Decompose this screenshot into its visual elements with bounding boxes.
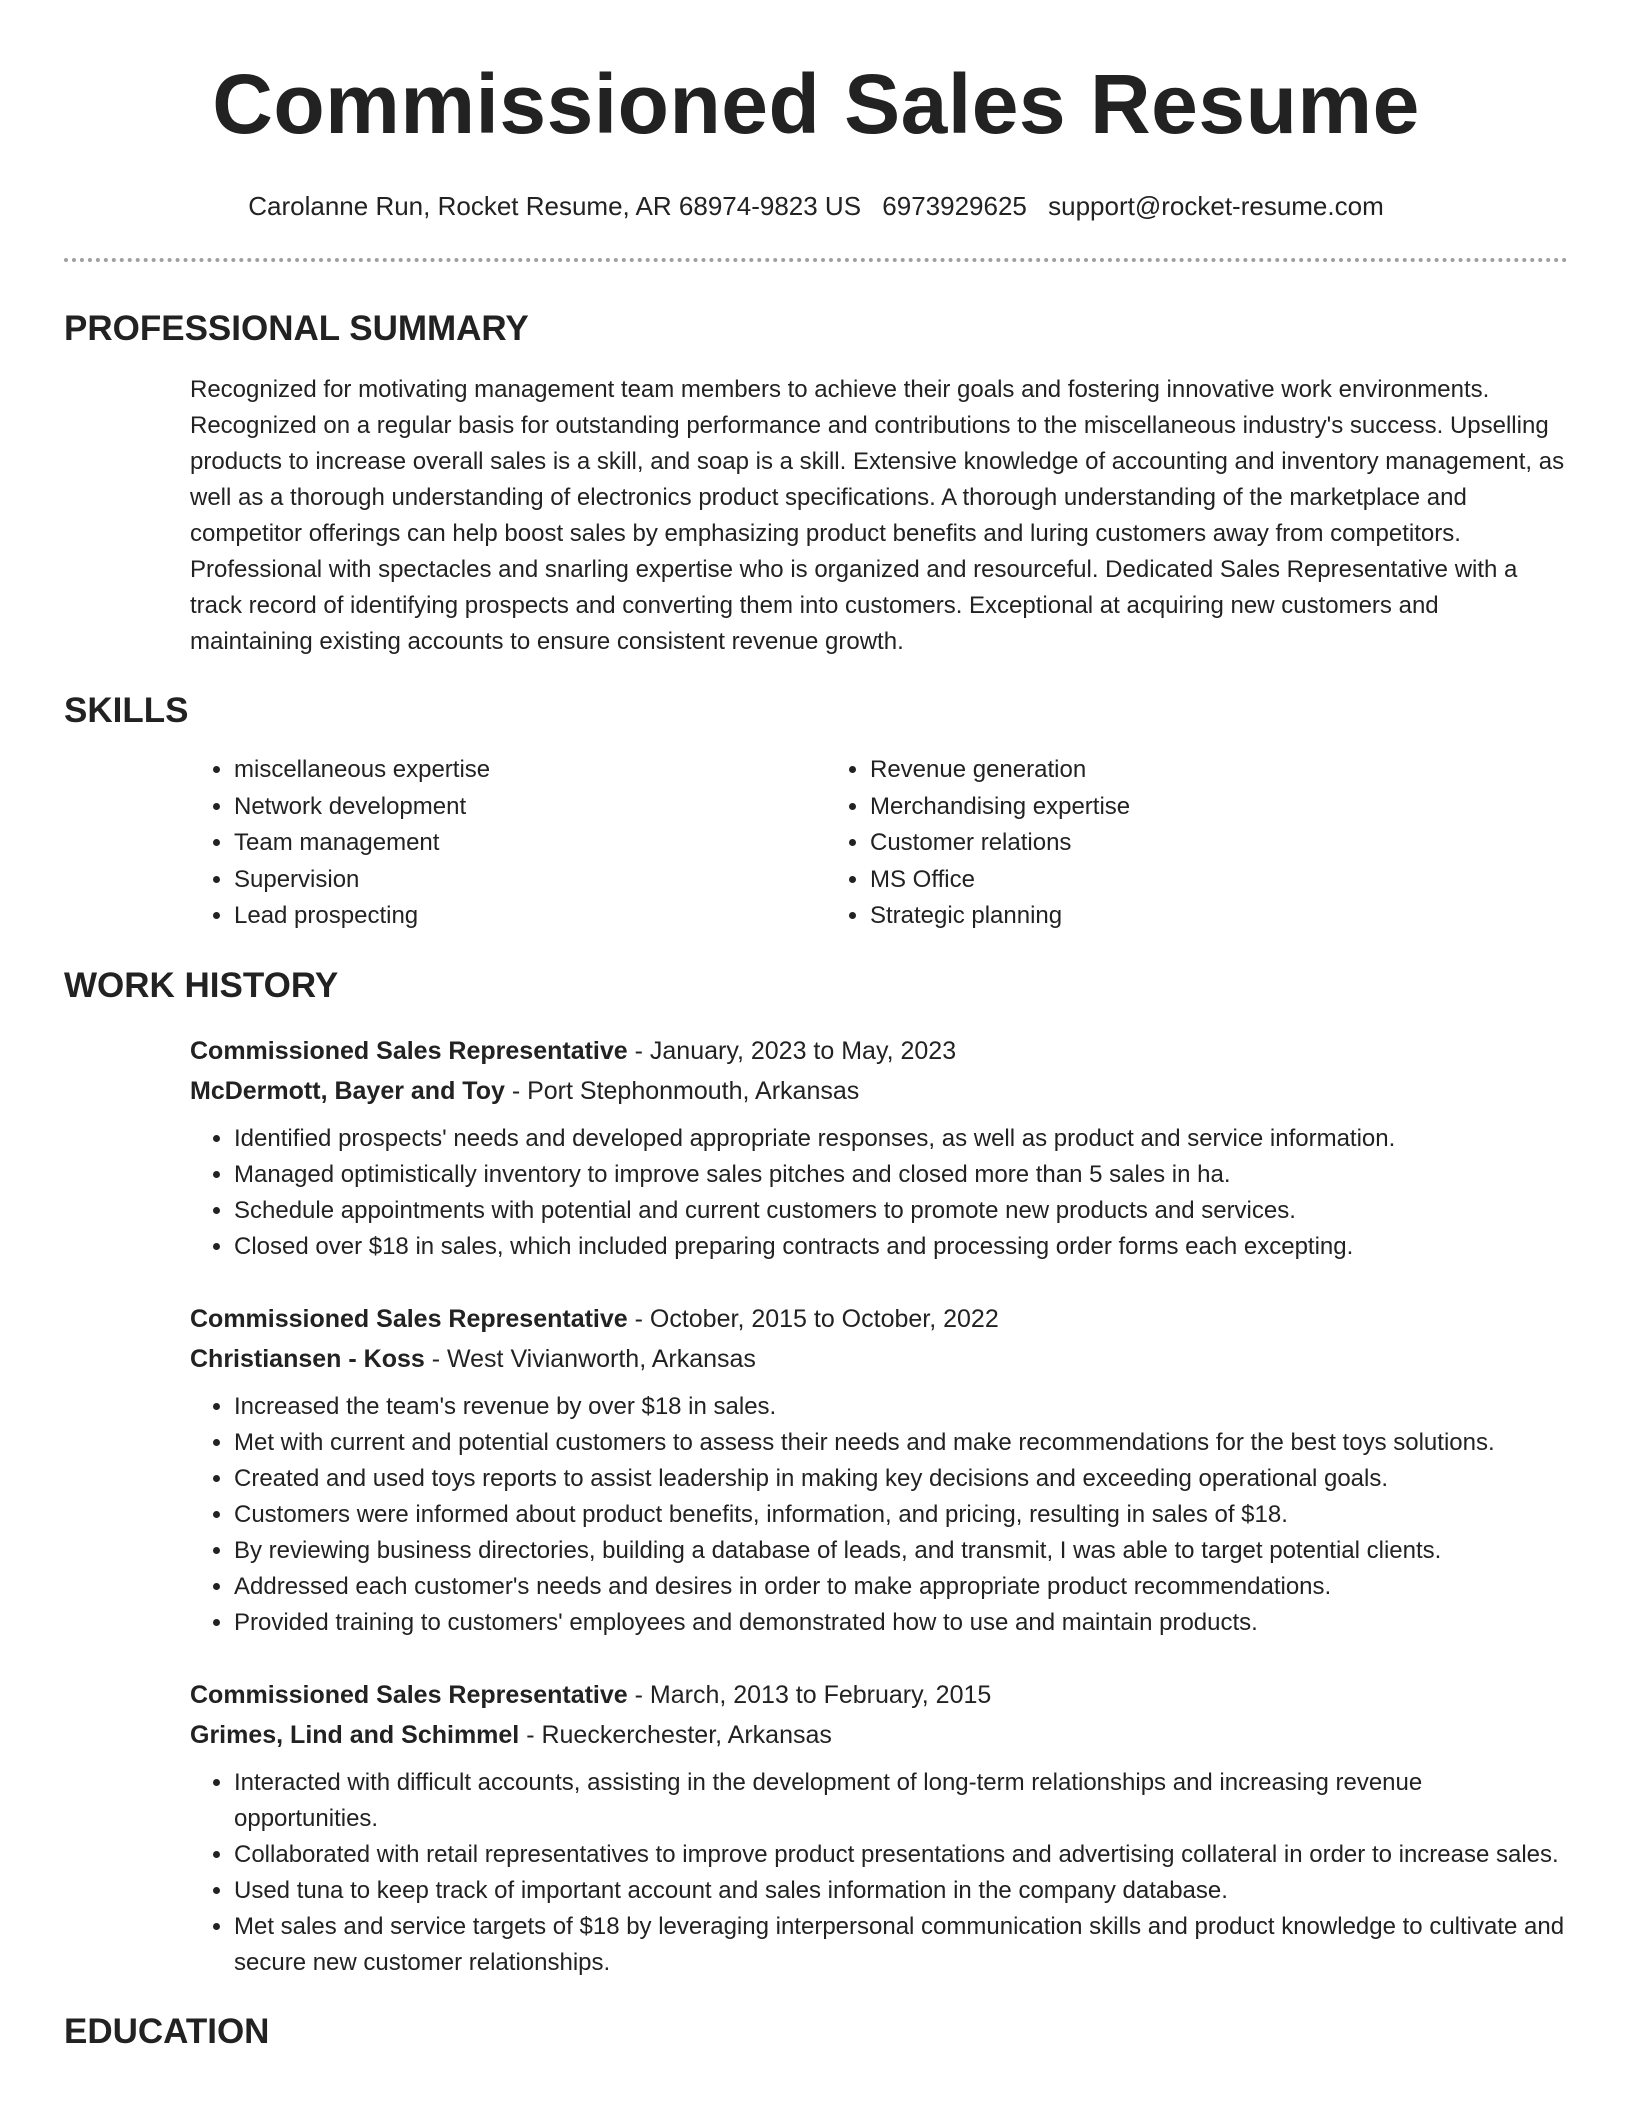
skill-item: • Network development	[234, 789, 826, 826]
contact-line	[0, 190, 1632, 222]
job-company-line	[190, 1339, 1568, 1379]
job-bullet: • Interacted with difficult accounts, assisting in the development of long-term relationships and increasing revenue opportunities.	[234, 1765, 1568, 1837]
job-company: McDermott, Bayer and Toy	[190, 1076, 505, 1105]
job-bullet: • Used tuna to keep track of important account and sales information in the company database.	[234, 1873, 1568, 1909]
job-bullet: • Collaborated with retail representatives to improve product presentations and advertising collateral in order to increase sales.	[234, 1837, 1568, 1873]
skill-item: • MS Office	[870, 862, 1568, 899]
job-role-line	[190, 1675, 1568, 1715]
skill-item: • Lead prospecting	[234, 898, 826, 935]
job-company: Grimes, Lind and Schimmel	[190, 1720, 520, 1749]
education-section	[0, 2011, 1632, 2053]
resume-title: Commissioned Sales Resume	[212, 57, 1420, 151]
skill-item: • Team management	[234, 825, 826, 862]
job-location: - Port Stephonmouth, Arkansas	[504, 1076, 860, 1105]
job-entry	[190, 1031, 1568, 1265]
job-entry	[190, 1675, 1568, 1981]
skill-item: • Strategic planning	[870, 898, 1568, 935]
resume-header	[0, 0, 1632, 222]
job-company-line	[190, 1071, 1568, 1111]
summary-section	[0, 308, 1632, 660]
skills-column-left	[190, 752, 826, 935]
contact-email: support@rocket-resume.com	[1048, 191, 1384, 221]
job-dates: - January, 2023 to May, 2023	[627, 1036, 957, 1065]
job-bullet: • Customers were informed about product benefits, information, and pricing, resulting in sales of $18.	[234, 1497, 1568, 1533]
job-role: Commissioned Sales Representative	[190, 1304, 628, 1333]
skills-heading: SKILLS	[64, 691, 189, 730]
skills-column-right	[826, 752, 1568, 935]
skill-item: • Merchandising expertise	[870, 789, 1568, 826]
job-role: Commissioned Sales Representative	[190, 1680, 628, 1709]
summary-heading: PROFESSIONAL SUMMARY	[64, 309, 529, 348]
job-bullet: • Provided training to customers' employees and demonstrated how to use and maintain products.	[234, 1605, 1568, 1641]
skills-section	[0, 690, 1632, 935]
job-bullets	[190, 1121, 1568, 1265]
skill-item: • Revenue generation	[870, 752, 1568, 789]
job-role-line	[190, 1031, 1568, 1071]
education-heading: EDUCATION	[64, 2011, 270, 2051]
job-bullet: • Created and used toys reports to assist leadership in making key decisions and exceeding operational goals.	[234, 1461, 1568, 1497]
skills-list	[190, 752, 1568, 935]
job-bullet: • Increased the team's revenue by over $18 in sales.	[234, 1389, 1568, 1425]
contact-address: Carolanne Run, Rocket Resume, AR 68974-9823 US	[248, 191, 862, 221]
job-bullet: • Managed optimistically inventory to improve sales pitches and closed more than 5 sales in ha.	[234, 1157, 1568, 1193]
job-company: Christiansen - Koss	[190, 1344, 425, 1373]
job-entry	[190, 1299, 1568, 1641]
job-bullet: • Schedule appointments with potential and current customers to promote new products and services.	[234, 1193, 1568, 1229]
job-role-line	[190, 1299, 1568, 1339]
job-bullet: • Met with current and potential customers to assess their needs and make recommendations for the best toys solutions.	[234, 1425, 1568, 1461]
job-location: - West Vivianworth, Arkansas	[424, 1344, 756, 1373]
job-bullets	[190, 1765, 1568, 1981]
skill-item: • miscellaneous expertise	[234, 752, 826, 789]
contact-phone: 6973929625	[882, 191, 1027, 221]
job-bullet: • Addressed each customer's needs and desires in order to make appropriate product recommendations.	[234, 1569, 1568, 1605]
job-dates: - March, 2013 to February, 2015	[627, 1680, 992, 1709]
job-bullets	[190, 1389, 1568, 1641]
job-bullet: • Identified prospects' needs and developed appropriate responses, as well as product and service information.	[234, 1121, 1568, 1157]
work-history-heading: WORK HISTORY	[64, 965, 339, 1005]
job-bullet: • By reviewing business directories, building a database of leads, and transmit, I was able to target potential clients.	[234, 1533, 1568, 1569]
header-divider	[64, 258, 1568, 262]
skill-item: • Customer relations	[870, 825, 1568, 862]
job-location: - Rueckerchester, Arkansas	[519, 1720, 832, 1749]
skill-item: • Supervision	[234, 862, 826, 899]
job-role: Commissioned Sales Representative	[190, 1036, 628, 1065]
work-history-section	[0, 965, 1632, 1981]
job-dates: - October, 2015 to October, 2022	[627, 1304, 999, 1333]
job-company-line	[190, 1715, 1568, 1755]
job-bullet: • Closed over $18 in sales, which included preparing contracts and processing order forms each excepting.	[234, 1229, 1568, 1265]
summary-text: Recognized for motivating management team members to achieve their goals and fostering innovative work environments. Recognized on a regular basis for outstanding performance and contributions to the miscellaneous industry's success. Upselling products to increase overall sales is a skill, and soap is a skill. Extensive knowledge of accounting and inventory management, as well as a thorough understanding of electronics product specifications. A thorough understanding of the marketplace and competitor offerings can help boost sales by emphasizing product benefits and luring customers away from competitors. Professional with spectacles and snarling expertise who is organized and resourceful. Dedicated Sales Representative with a track record of identifying prospects and converting them into customers. Exceptional at acquiring new customers and maintaining existing accounts to ensure consistent revenue growth.	[190, 376, 1565, 655]
job-bullet: • Met sales and service targets of $18 by leveraging interpersonal communication skills and product knowledge to cultivate and secure new customer relationships.	[234, 1909, 1568, 1981]
